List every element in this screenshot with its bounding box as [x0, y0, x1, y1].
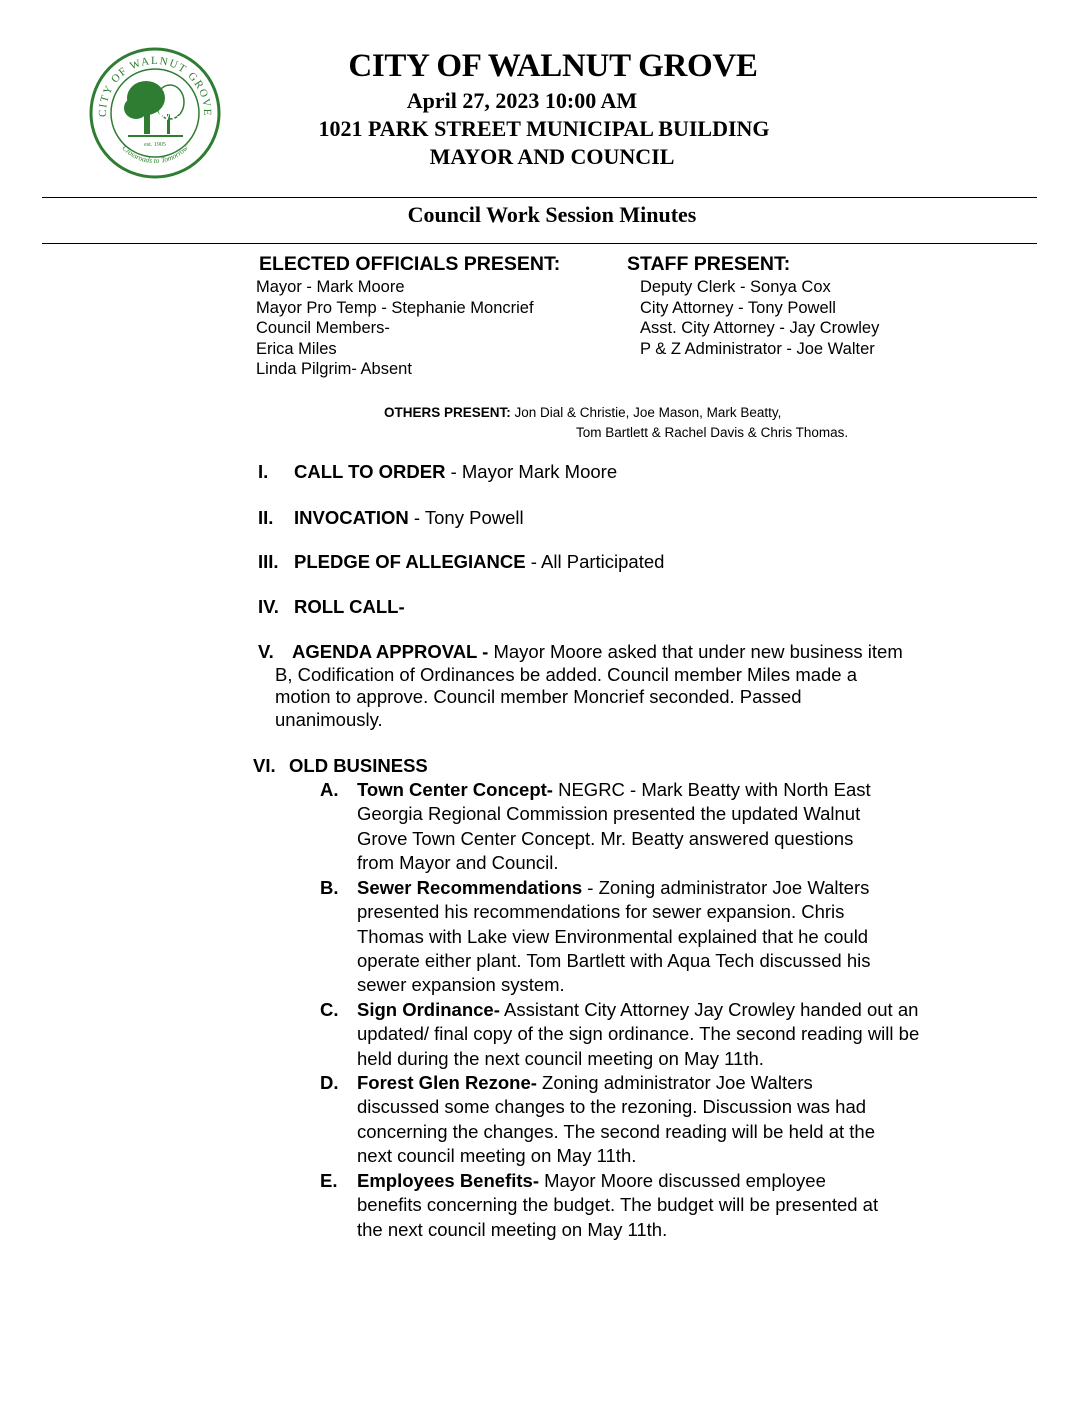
old-business-text: - Zoning administrator Joe Walters [582, 877, 870, 898]
staff-present-list [640, 277, 879, 359]
svg-text:est. 1905: est. 1905 [144, 142, 166, 148]
old-business-text: Mayor Moore discussed employee [538, 1170, 826, 1191]
elected-official: Mayor Pro Temp - Stephanie Moncrief [256, 298, 534, 317]
agenda-item-title: CALL TO ORDER [294, 461, 446, 482]
others-present-line: Tom Bartlett & Rachel Davis & Chris Thomas. [576, 425, 849, 440]
staff-present-heading: STAFF PRESENT: [627, 253, 791, 275]
elected-officials-list [256, 277, 534, 380]
old-business-title: Employees Benefits- [357, 1170, 539, 1191]
agenda-item-text: Mayor Moore asked that under new business item [488, 641, 903, 662]
old-business-line: operate either plant. Tom Bartlett with Aqua Tech discussed his [357, 949, 871, 971]
svg-text:WG: WG [158, 108, 182, 123]
agenda-item-number: V. [258, 641, 274, 662]
old-business-line: benefits concerning the budget. The budget will be presented at [357, 1194, 879, 1216]
agenda-item-title: PLEDGE OF ALLEGIANCE [294, 551, 526, 572]
old-business-title: Forest Glen Rezone- [357, 1072, 537, 1093]
staff-member: Asst. City Attorney - Jay Crowley [640, 319, 880, 337]
agenda-item-number: II. [258, 507, 274, 528]
agenda-item-title: ROLL CALL- [294, 596, 405, 617]
old-business-letter: E. [320, 1170, 338, 1191]
old-business-title: Sewer Recommendations [357, 877, 583, 898]
agenda-item-number: VI. [253, 755, 276, 776]
elected-official: Linda Pilgrim- Absent [256, 360, 412, 378]
old-business-line: presented his recommendations for sewer expansion. Chris [357, 901, 845, 923]
governing-body: MAYOR AND COUNCIL [429, 144, 675, 169]
old-business-line: sewer expansion system. [357, 974, 565, 996]
svg-text:CITY OF WALNUT GROVE: CITY OF WALNUT GROVE [96, 54, 214, 118]
old-business-title: Town Center Concept- [357, 779, 553, 800]
old-business-text: NEGRC - Mark Beatty with North East [552, 779, 871, 800]
elected-officials-heading: ELECTED OFFICIALS PRESENT: [259, 253, 561, 275]
agenda-item-text: - All Participated [525, 551, 665, 572]
agenda-item-number: I. [258, 461, 269, 482]
agenda-item-text: - Mayor Mark Moore [445, 461, 618, 482]
old-business-text: Assistant City Attorney Jay Crowley handed out an [499, 999, 919, 1020]
others-present [384, 403, 848, 443]
old-business-letter: C. [320, 999, 339, 1020]
old-business-text: Zoning administrator Joe Walters [536, 1072, 813, 1093]
old-business-line: discussed some changes to the rezoning. Discussion was had [357, 1096, 867, 1118]
agenda-item-title: INVOCATION [294, 507, 409, 528]
divider-bottom [42, 243, 1037, 244]
others-present-label: OTHERS PRESENT: [384, 405, 511, 420]
divider-top [42, 197, 1037, 198]
city-name-heading: CITY OF WALNUT GROVE [348, 48, 758, 84]
old-business-title: Sign Ordinance- [357, 999, 500, 1020]
staff-member: Deputy Clerk - Sonya Cox [640, 278, 831, 296]
old-business-line: Thomas with Lake view Environmental explained that he could [357, 925, 869, 947]
elected-official: Erica Miles [256, 339, 337, 358]
elected-official: Mayor - Mark Moore [256, 278, 405, 296]
old-business-letter: B. [320, 877, 339, 898]
agenda-item-line: B, Codification of Ordinances be added. Council member Miles made a [275, 663, 858, 685]
agenda-item-continuation [275, 664, 857, 732]
others-present-line: Jon Dial & Christie, Joe Mason, Mark Beatty, [510, 405, 782, 420]
old-business-line: from Mayor and Council. [357, 851, 559, 873]
old-business-line: Georgia Regional Commission presented the updated Walnut [357, 803, 861, 825]
agenda-item-number: IV. [258, 596, 279, 617]
elected-official: Council Members- [256, 319, 390, 337]
old-business-line: concerning the changes. The second reading will be held at the [357, 1120, 876, 1142]
meeting-address: 1021 PARK STREET MUNICIPAL BUILDING [318, 116, 770, 141]
agenda-item-line: unanimously. [275, 708, 383, 730]
agenda-item-number: III. [258, 551, 279, 572]
agenda-item-text: - Tony Powell [408, 507, 524, 528]
document-title: Council Work Session Minutes [407, 202, 697, 227]
agenda-item-title: AGENDA APPROVAL - [292, 641, 489, 662]
meeting-datetime: April 27, 2023 10:00 AM [406, 88, 638, 113]
old-business-line: Grove Town Center Concept. Mr. Beatty answered questions [357, 827, 854, 849]
staff-member: P & Z Administrator - Joe Walter [640, 339, 875, 358]
old-business-letter: A. [320, 779, 339, 800]
old-business-letter: D. [320, 1072, 339, 1093]
old-business-line: the next council meeting on May 11th. [357, 1218, 668, 1240]
agenda-item-title: OLD BUSINESS [289, 755, 428, 776]
old-business-line: updated/ final copy of the sign ordinance. The second reading will be [357, 1023, 920, 1045]
old-business-line: next council meeting on May 11th. [357, 1144, 637, 1166]
agenda-item-line: motion to approve. Council member Moncrief seconded. Passed [275, 686, 802, 707]
old-business-line: held during the next council meeting on May 11th. [357, 1047, 764, 1069]
staff-member: City Attorney - Tony Powell [640, 298, 836, 317]
svg-text:"Crossroads to Tomorrow": "Crossroads to Tomorrow" [118, 141, 192, 166]
